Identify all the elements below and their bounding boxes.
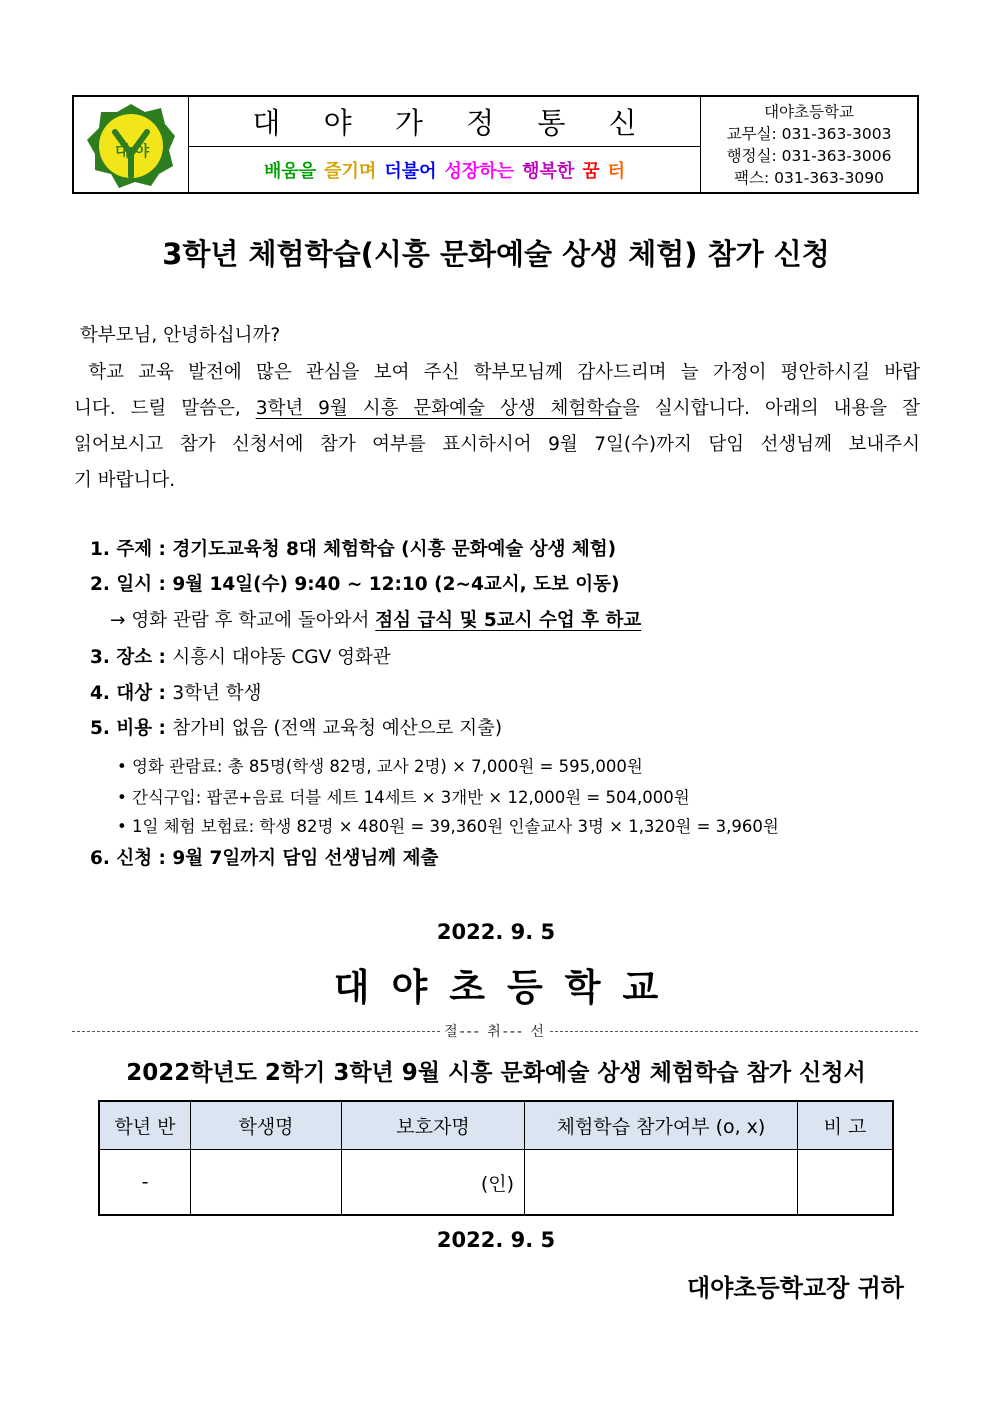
item-label: 4. 대상 : — [90, 683, 173, 704]
item-place — [90, 646, 391, 670]
slogan-word: 더불어 — [384, 160, 437, 182]
student-name-cell[interactable] — [191, 1150, 342, 1216]
body-line — [74, 355, 920, 390]
participation-cell[interactable] — [525, 1150, 798, 1216]
logo-text: 대 야 — [115, 141, 150, 160]
header-center — [189, 97, 701, 192]
item-topic — [90, 538, 616, 562]
slogan-word: 행복한 — [522, 160, 575, 182]
item-value: 9월 14일(수) 9:40 ~ 12:10 (2~4교시, 도보 이동) — [172, 574, 620, 595]
header-class: 학년 반 — [99, 1101, 191, 1150]
school-name: 대야초등학교 — [764, 102, 854, 121]
header-guardian-name: 보호자명 — [342, 1101, 525, 1150]
header-student-name: 학생명 — [191, 1101, 342, 1150]
slogan-word: 배움을 — [263, 160, 317, 182]
page-title: 3학년 체험학습(시흥 문화예술 상생 체험) 참가 신청 — [162, 237, 830, 271]
note-text: → 영화 관람 후 학교에 돌아와서 — [110, 610, 376, 631]
slogan-word: 터 — [607, 160, 626, 182]
item-label: 6. 신청 : — [90, 848, 173, 869]
greeting — [74, 318, 920, 353]
item-label: 3. 장소 : — [90, 647, 173, 668]
item-datetime — [90, 573, 619, 597]
body-line-text: 을 실시합니다. 아래의 내용을 잘 — [622, 398, 920, 419]
addressee: 대야초등학교장 귀하 — [686, 1274, 904, 1302]
remarks-cell[interactable] — [798, 1150, 894, 1216]
item-label: 1. 주제 : — [90, 539, 173, 560]
item-label: 5. 비용 : — [90, 718, 173, 739]
cut-label: 절--- 취--- 선 — [444, 1024, 546, 1040]
guardian-seal-cell[interactable]: (인) — [342, 1150, 525, 1216]
slogan — [189, 147, 700, 192]
school-signature: 대야초등학교 — [333, 966, 681, 1009]
body-line — [74, 391, 920, 426]
contact-line: 교무실: 031-363-3003 — [726, 124, 892, 143]
greeting-text: 학부모님, 안녕하십니까? — [79, 325, 281, 346]
item-value: 경기도교육청 8대 체험학습 (시흥 문화예술 상생 체험) — [172, 539, 617, 560]
table-row — [99, 1150, 893, 1216]
notice-date: 2022. 9. 5 — [436, 920, 556, 944]
item-value: 참가비 없음 (전액 교육청 예산으로 지출) — [172, 718, 503, 739]
school-logo-icon — [85, 102, 177, 188]
cut-dash-right — [550, 1031, 918, 1032]
cost-detail: • 영화 관람료: 총 85명(학생 82명, 교사 2명) × 7,000원 = 595,000원 — [117, 757, 643, 776]
cut-line — [72, 1021, 918, 1041]
body-line-text: 기 바랍니다. — [74, 470, 176, 491]
item-value: 시흥시 대야동 CGV 영화관 — [172, 647, 391, 668]
header-participation: 체험학습 참가여부 (o, x) — [525, 1101, 798, 1150]
contact-line: 행정실: 031-363-3006 — [726, 146, 892, 165]
item-value: 9월 7일까지 담임 선생님께 제출 — [172, 848, 439, 869]
contact-line: 팩스: 031-363-3090 — [734, 168, 884, 187]
contact-info — [701, 97, 917, 192]
slogan-word: 즐기며 — [324, 160, 377, 182]
cut-dash-left — [72, 1031, 440, 1032]
body-line-text: 학교 교육 발전에 많은 관심을 보여 주신 학부모님께 감사드리며 늘 가정이 평안하시길 바랍 — [88, 362, 920, 383]
class-cell[interactable]: - — [99, 1150, 191, 1216]
item-cost — [90, 717, 502, 741]
slogan-word: 성장하는 — [444, 160, 515, 182]
item-apply — [90, 847, 438, 871]
form-date: 2022. 9. 5 — [436, 1228, 556, 1252]
header-remarks: 비 고 — [798, 1101, 894, 1150]
newsletter-title: 대 야 가 정 통 신 — [189, 97, 700, 147]
item-target — [90, 682, 262, 706]
body-line — [74, 463, 920, 498]
logo-cell — [74, 97, 189, 192]
event-name-underline: 3학년 9월 시흥 문화예술 상생 체험학습 — [255, 398, 623, 419]
item-value: 3학년 학생 — [172, 683, 262, 704]
cost-detail: • 간식구입: 팝콘+음료 더블 세트 14세트 × 3개반 × 12,000원 = 504,000원 — [117, 788, 690, 807]
body-line-text: 니다. 드릴 말씀은, — [74, 398, 256, 419]
form-title: 2022학년도 2학기 3학년 9월 시흥 문화예술 상생 체험학습 참가 신청서 — [126, 1060, 866, 1086]
newsletter-header — [72, 95, 919, 194]
body-line — [74, 427, 920, 462]
cost-detail: • 1일 체험 보험료: 학생 82명 × 480원 = 39,360원 인솔교사 3명 × 1,320원 = 3,960원 — [117, 817, 779, 836]
item-datetime-note — [110, 609, 641, 633]
table-header-row — [99, 1101, 893, 1150]
application-table — [98, 1100, 894, 1216]
note-underline: 점심 급식 및 5교시 수업 후 하교 — [375, 610, 642, 631]
body-line-text: 읽어보시고 참가 신청서에 참가 여부를 표시하시어 9월 7일(수)까지 담임 선생님께 보내주시 — [74, 434, 920, 455]
slogan-word: 꿈 — [582, 160, 600, 182]
item-label: 2. 일시 : — [90, 574, 173, 595]
